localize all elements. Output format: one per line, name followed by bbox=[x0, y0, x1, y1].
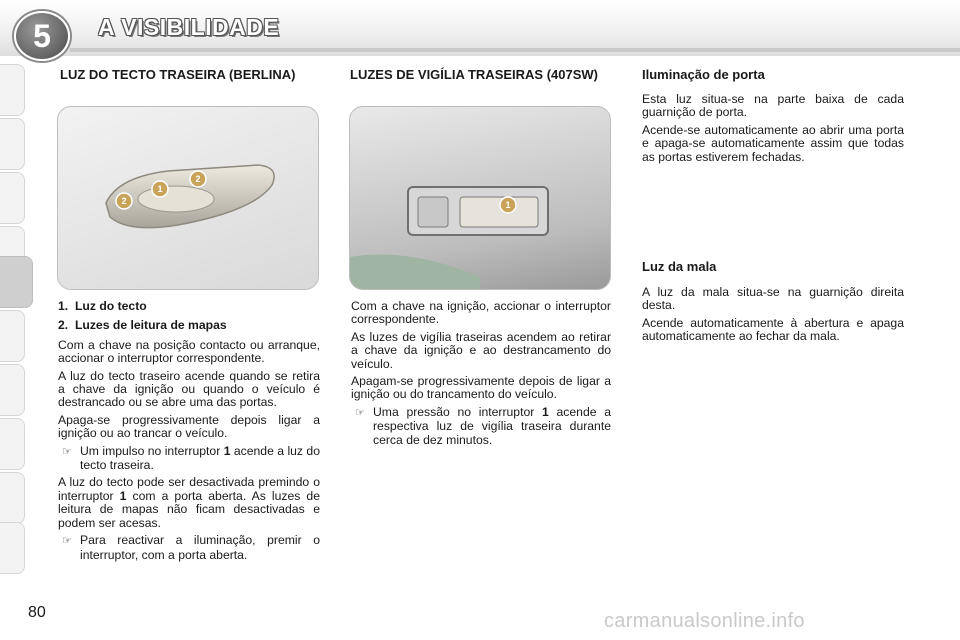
chapter-tab[interactable] bbox=[0, 364, 25, 416]
chapter-tab[interactable] bbox=[0, 418, 25, 470]
callout-label: 2 bbox=[195, 174, 201, 184]
paragraph: Acende-se automaticamente ao abrir uma porta e apaga-se automaticamente assim que todas as portas estiverem fechadas. bbox=[642, 122, 904, 164]
pointing-hand-icon: ☞ bbox=[62, 535, 72, 548]
paragraph: Acende automaticamente à abertura e apaga automaticamente ao fechar da mala. bbox=[642, 315, 904, 344]
paragraph: Com a chave na posição contacto ou arranque, accionar o interruptor correspondente. bbox=[58, 337, 320, 366]
courtesy-light-photo bbox=[349, 106, 611, 290]
column-boot-light bbox=[642, 286, 904, 348]
page-number: 80 bbox=[28, 604, 46, 621]
chapter-tabs bbox=[0, 64, 30, 574]
paragraph: Apagam-se progressivamente depois de ligar a ignição ou do trancamento do veículo. bbox=[351, 374, 611, 402]
callout-label: 1 bbox=[505, 200, 511, 210]
courtesy-light-lens bbox=[460, 197, 538, 227]
section-heading-rear-courtesy-lights: LUZES DE VIGÍLIA TRASEIRAS (407SW) bbox=[350, 67, 598, 82]
legend-item: 2. Luzes de leitura de mapas bbox=[58, 318, 227, 333]
window-glass bbox=[350, 255, 480, 290]
paragraph: Apaga-se progressivamente depois ligar a ignição ou ao trancar o veículo. bbox=[58, 412, 320, 441]
callout-label: 1 bbox=[157, 184, 163, 194]
rear-switch bbox=[418, 197, 448, 227]
column-door-lighting bbox=[642, 93, 904, 168]
ceiling-light-photo bbox=[57, 106, 319, 290]
column-rear-ceiling-light bbox=[58, 300, 320, 566]
legend-item: 1. Luz do tecto bbox=[58, 299, 147, 313]
paragraph: A luz da mala situa-se na guarnição direita desta. bbox=[642, 285, 904, 313]
paragraph: Esta luz situa-se na parte baixa de cada guarnição de porta. bbox=[642, 92, 904, 120]
ceiling-light-lens bbox=[138, 186, 214, 212]
chapter-tab-active[interactable] bbox=[0, 256, 33, 308]
bullet-item: ☞ Uma pressão no interruptor 1 acende a respectiva luz de vigília traseira durante cerca de dez minutos. bbox=[355, 404, 611, 447]
callout-label: 2 bbox=[121, 196, 127, 206]
paragraph: As luzes de vigília traseiras acendem ao retirar a chave da ignição e ao destrancamento do veículo. bbox=[351, 329, 611, 371]
header-divider bbox=[70, 48, 960, 52]
chapter-tab[interactable] bbox=[0, 118, 25, 170]
chapter-tab[interactable] bbox=[0, 64, 25, 116]
chapter-tab[interactable] bbox=[0, 522, 25, 574]
chapter-tab[interactable] bbox=[0, 172, 25, 224]
bullet-item: ☞ Um impulso no interruptor 1 acende a luz do tecto traseira. bbox=[62, 443, 320, 473]
chapter-tab[interactable] bbox=[0, 310, 25, 362]
chapter-title: A VISIBILIDADE bbox=[98, 14, 280, 40]
bullet-item: ☞ Para reactivar a iluminação, premir o interruptor, com a porta aberta. bbox=[62, 533, 320, 562]
column-rear-courtesy-lights bbox=[351, 300, 611, 451]
pointing-hand-icon: ☞ bbox=[355, 406, 365, 419]
chapter-tab[interactable] bbox=[0, 472, 25, 524]
paragraph: A luz do tecto pode ser desactivada premindo o interruptor 1 com a porta aberta. As luzes de leitura de mapas não ficam desactivadas e podem ser acesas. bbox=[58, 475, 320, 530]
chapter-number-badge: 5 bbox=[14, 11, 70, 61]
section-heading-boot-light: Luz da mala bbox=[642, 259, 717, 274]
paragraph: Com a chave na ignição, accionar o interruptor correspondente. bbox=[351, 299, 611, 327]
pointing-hand-icon: ☞ bbox=[62, 445, 72, 458]
section-heading-door-lighting: Iluminação de porta bbox=[642, 67, 765, 82]
section-heading-rear-ceiling-light: LUZ DO TECTO TRASEIRA (BERLINA) bbox=[60, 67, 296, 82]
paragraph: A luz do tecto traseiro acende quando se retira a chave da ignição ou quando o veículo é destrancado ou se abre uma das portas. bbox=[58, 368, 320, 410]
watermark: carmanualsonline.info bbox=[604, 610, 805, 632]
